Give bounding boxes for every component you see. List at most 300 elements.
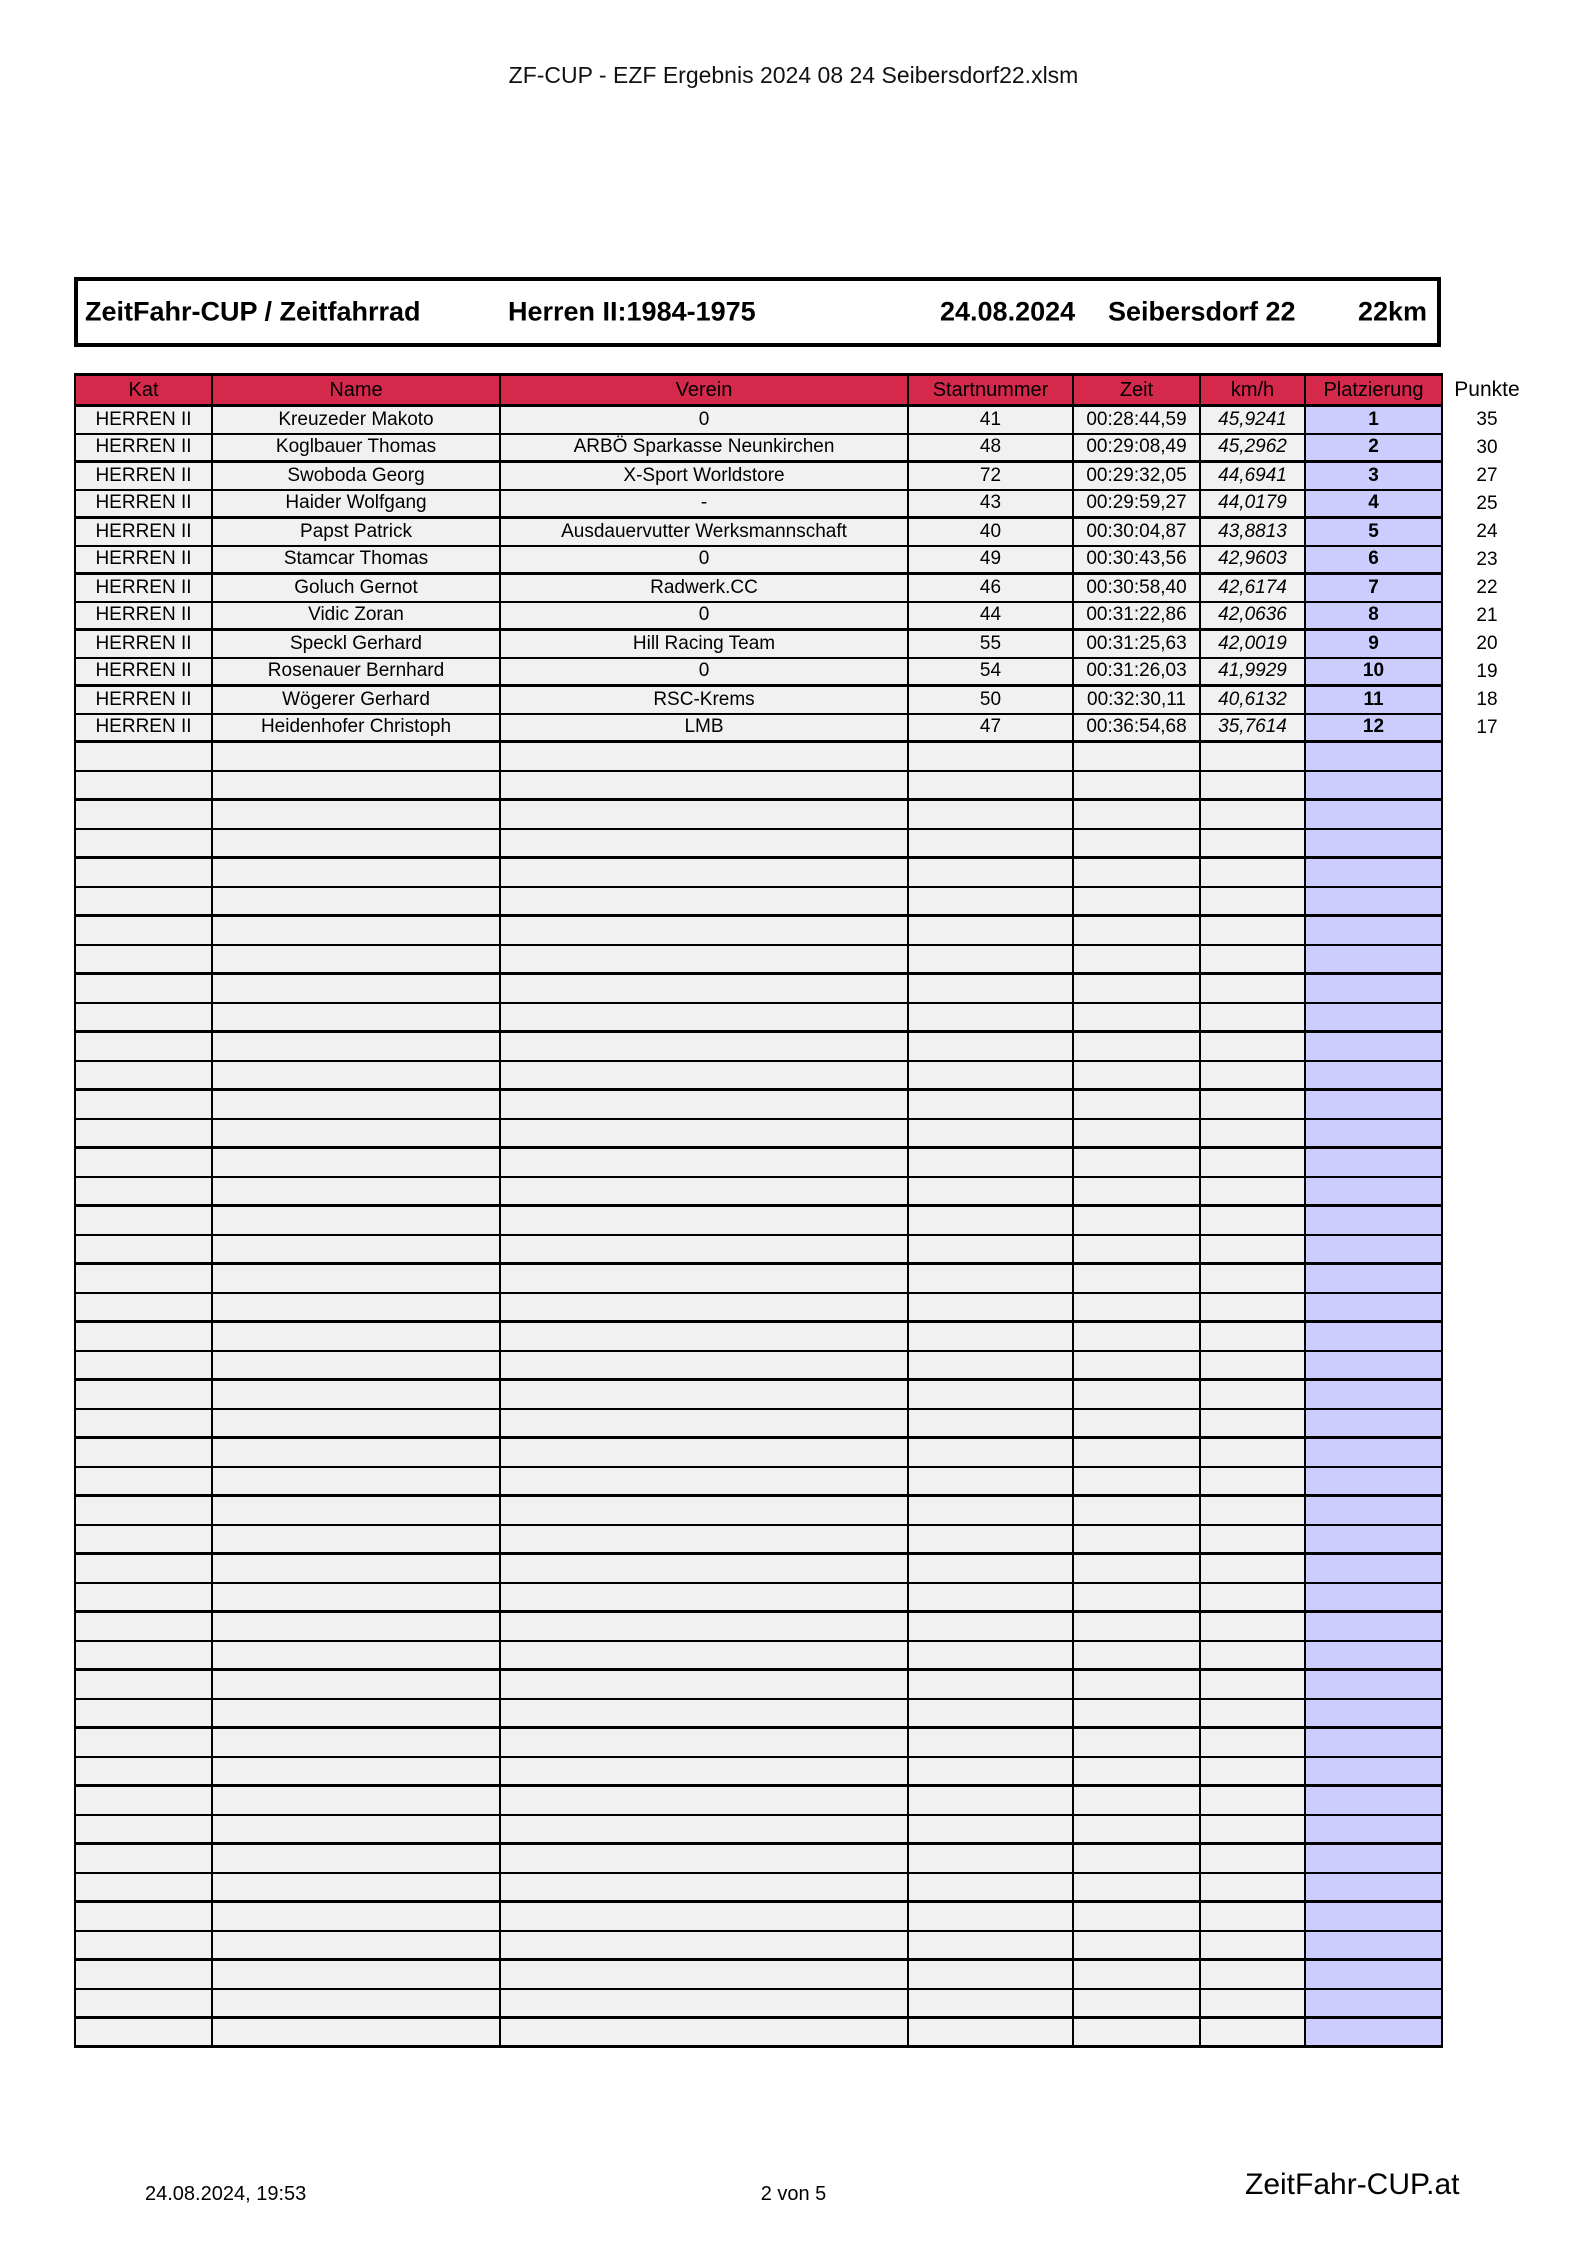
table-empty-row-cell-verein bbox=[500, 916, 908, 945]
table-empty-row-cell-kat bbox=[75, 1235, 212, 1264]
table-empty-row-cell-platzierung bbox=[1305, 1351, 1442, 1380]
table-empty-row-cell-name bbox=[212, 1438, 500, 1467]
table-empty-row-cell-kmh bbox=[1200, 1902, 1305, 1931]
table-row-cell-zeit: 00:29:08,49 bbox=[1073, 434, 1200, 462]
table-empty-row-cell-kmh bbox=[1200, 1989, 1305, 2018]
table-empty-row-cell-startnummer bbox=[908, 1757, 1073, 1786]
table-empty-row bbox=[75, 1786, 1532, 1815]
table-empty-row-cell-zeit bbox=[1073, 1699, 1200, 1728]
table-empty-row bbox=[75, 1989, 1532, 2018]
table-empty-row-cell-kmh bbox=[1200, 1467, 1305, 1496]
table-empty-row-cell-punkte bbox=[1442, 1003, 1532, 1032]
table-empty-row-cell-name bbox=[212, 1786, 500, 1815]
table-empty-row-cell-startnummer bbox=[908, 1235, 1073, 1264]
table-empty-row-cell-zeit bbox=[1073, 742, 1200, 771]
table-empty-row-cell-zeit bbox=[1073, 1989, 1200, 2018]
table-empty-row-cell-zeit bbox=[1073, 1496, 1200, 1525]
table-header-row-cell-kmh: km/h bbox=[1200, 375, 1305, 406]
table-empty-row-cell-name bbox=[212, 1496, 500, 1525]
table-empty-row-cell-verein bbox=[500, 1409, 908, 1438]
table-empty-row-cell-kmh bbox=[1200, 1757, 1305, 1786]
table-empty-row bbox=[75, 1583, 1532, 1612]
table-empty-row-cell-verein bbox=[500, 1235, 908, 1264]
table-empty-row-cell-startnummer bbox=[908, 1612, 1073, 1641]
table-empty-row-cell-startnummer bbox=[908, 1119, 1073, 1148]
table-empty-row-cell-punkte bbox=[1442, 1090, 1532, 1119]
table-row-cell-zeit: 00:28:44,59 bbox=[1073, 406, 1200, 434]
table-header-row-cell-platzierung: Platzierung bbox=[1305, 375, 1442, 406]
footer-page-indicator: 2 von 5 bbox=[760, 2183, 827, 2205]
table-empty-row-cell-verein bbox=[500, 1177, 908, 1206]
table-empty-row-cell-name bbox=[212, 1322, 500, 1351]
table-empty-row-cell-platzierung bbox=[1305, 1467, 1442, 1496]
table-empty-row bbox=[75, 1844, 1532, 1873]
table-empty-row-cell-verein bbox=[500, 1090, 908, 1119]
table-row-cell-kmh: 40,6132 bbox=[1200, 686, 1305, 714]
table-empty-row-cell-zeit bbox=[1073, 1351, 1200, 1380]
table-empty-row-cell-zeit bbox=[1073, 1757, 1200, 1786]
table-empty-row-cell-verein bbox=[500, 1148, 908, 1177]
table-empty-row-cell-platzierung bbox=[1305, 1293, 1442, 1322]
table-empty-row-cell-kat bbox=[75, 1583, 212, 1612]
table-empty-row bbox=[75, 1873, 1532, 1902]
table-empty-row-cell-punkte bbox=[1442, 945, 1532, 974]
table-empty-row-cell-verein bbox=[500, 1496, 908, 1525]
table-row-cell-kat: HERREN II bbox=[75, 602, 212, 630]
table-empty-row-cell-name bbox=[212, 742, 500, 771]
table-empty-row-cell-zeit bbox=[1073, 1003, 1200, 1032]
table-row-cell-verein: Hill Racing Team bbox=[500, 630, 908, 658]
table-empty-row-cell-punkte bbox=[1442, 2018, 1532, 2047]
table-empty-row-cell-kmh bbox=[1200, 974, 1305, 1003]
table-empty-row bbox=[75, 1612, 1532, 1641]
filename-header: ZF-CUP - EZF Ergebnis 2024 08 24 Seibersdorf22.xlsm bbox=[508, 62, 1079, 88]
table-empty-row-cell-platzierung bbox=[1305, 1786, 1442, 1815]
table-empty-row-cell-punkte bbox=[1442, 1641, 1532, 1670]
table-empty-row-cell-punkte bbox=[1442, 1525, 1532, 1554]
table-empty-row-cell-name bbox=[212, 1960, 500, 1989]
table-empty-row-cell-startnummer bbox=[908, 1728, 1073, 1757]
table-empty-row-cell-startnummer bbox=[908, 1032, 1073, 1061]
table-empty-row-cell-kat bbox=[75, 1496, 212, 1525]
table-empty-row-cell-punkte bbox=[1442, 1699, 1532, 1728]
table-empty-row-cell-platzierung bbox=[1305, 1612, 1442, 1641]
table-empty-row-cell-zeit bbox=[1073, 1177, 1200, 1206]
table-empty-row bbox=[75, 1380, 1532, 1409]
table-empty-row-cell-zeit bbox=[1073, 1844, 1200, 1873]
table-empty-row bbox=[75, 1931, 1532, 1960]
table-row-cell-startnummer: 50 bbox=[908, 686, 1073, 714]
table-row-cell-verein: Ausdauervutter Werksmannschaft bbox=[500, 518, 908, 546]
table-empty-row-cell-zeit bbox=[1073, 1873, 1200, 1902]
table-empty-row-cell-kat bbox=[75, 1902, 212, 1931]
table-empty-row-cell-kmh bbox=[1200, 1264, 1305, 1293]
table-empty-row-cell-name bbox=[212, 829, 500, 858]
table-empty-row-cell-name bbox=[212, 1003, 500, 1032]
table-row-cell-startnummer: 46 bbox=[908, 574, 1073, 602]
table-row-cell-verein: RSC-Krems bbox=[500, 686, 908, 714]
table-empty-row-cell-kat bbox=[75, 829, 212, 858]
table-empty-row-cell-name bbox=[212, 1061, 500, 1090]
table-row-cell-verein: LMB bbox=[500, 714, 908, 742]
table-row-cell-verein: Radwerk.CC bbox=[500, 574, 908, 602]
table-empty-row-cell-kat bbox=[75, 1931, 212, 1960]
table-empty-row bbox=[75, 800, 1532, 829]
table-row-cell-zeit: 00:31:22,86 bbox=[1073, 602, 1200, 630]
table-row-cell-startnummer: 44 bbox=[908, 602, 1073, 630]
table-empty-row-cell-kat bbox=[75, 1148, 212, 1177]
table-row-cell-kmh: 43,8813 bbox=[1200, 518, 1305, 546]
table-empty-row bbox=[75, 1090, 1532, 1119]
table-row-cell-zeit: 00:30:04,87 bbox=[1073, 518, 1200, 546]
table-empty-row-cell-kat bbox=[75, 1699, 212, 1728]
table-empty-row-cell-platzierung bbox=[1305, 2018, 1442, 2047]
table-empty-row-cell-zeit bbox=[1073, 1090, 1200, 1119]
table-empty-row-cell-startnummer bbox=[908, 1264, 1073, 1293]
table-empty-row-cell-startnummer bbox=[908, 1873, 1073, 1902]
table-empty-row bbox=[75, 1206, 1532, 1235]
table-empty-row-cell-punkte bbox=[1442, 1293, 1532, 1322]
table-empty-row-cell-kat bbox=[75, 945, 212, 974]
table-empty-row-cell-punkte bbox=[1442, 1032, 1532, 1061]
table-empty-row-cell-startnummer bbox=[908, 916, 1073, 945]
table-empty-row-cell-verein bbox=[500, 887, 908, 916]
table-empty-row-cell-kmh bbox=[1200, 771, 1305, 800]
table-row-cell-zeit: 00:31:26,03 bbox=[1073, 658, 1200, 686]
table-empty-row-cell-kmh bbox=[1200, 1873, 1305, 1902]
table-empty-row-cell-platzierung bbox=[1305, 1960, 1442, 1989]
table-empty-row-cell-zeit bbox=[1073, 887, 1200, 916]
table-empty-row bbox=[75, 1409, 1532, 1438]
table-empty-row bbox=[75, 1293, 1532, 1322]
table-empty-row bbox=[75, 1554, 1532, 1583]
table-empty-row-cell-kat bbox=[75, 1264, 212, 1293]
table-empty-row-cell-punkte bbox=[1442, 829, 1532, 858]
table-empty-row-cell-verein bbox=[500, 1989, 908, 2018]
table-empty-row-cell-name bbox=[212, 858, 500, 887]
table-empty-row-cell-startnummer bbox=[908, 1670, 1073, 1699]
table-empty-row-cell-punkte bbox=[1442, 771, 1532, 800]
table-row-cell-punkte: 25 bbox=[1442, 490, 1532, 518]
table-empty-row-cell-platzierung bbox=[1305, 1438, 1442, 1467]
table-empty-row-cell-startnummer bbox=[908, 1554, 1073, 1583]
table-empty-row-cell-kmh bbox=[1200, 1409, 1305, 1438]
table-row-cell-kmh: 44,6941 bbox=[1200, 462, 1305, 490]
table-row-cell-punkte: 22 bbox=[1442, 574, 1532, 602]
table-empty-row-cell-punkte bbox=[1442, 742, 1532, 771]
table-header-row-cell-zeit: Zeit bbox=[1073, 375, 1200, 406]
table-empty-row-cell-kmh bbox=[1200, 1119, 1305, 1148]
table-empty-row-cell-kat bbox=[75, 1032, 212, 1061]
table-row-cell-verein: 0 bbox=[500, 658, 908, 686]
table-empty-row-cell-kmh bbox=[1200, 945, 1305, 974]
table-empty-row-cell-name bbox=[212, 1264, 500, 1293]
table-empty-row-cell-platzierung bbox=[1305, 742, 1442, 771]
table-empty-row-cell-punkte bbox=[1442, 1728, 1532, 1757]
table-row-cell-punkte: 19 bbox=[1442, 658, 1532, 686]
footer-datetime: 24.08.2024, 19:53 bbox=[145, 2183, 307, 2205]
table-empty-row-cell-punkte bbox=[1442, 1380, 1532, 1409]
table-empty-row-cell-verein bbox=[500, 1815, 908, 1844]
table-empty-row-cell-name bbox=[212, 1293, 500, 1322]
table-empty-row-cell-kat bbox=[75, 800, 212, 829]
table-row bbox=[75, 490, 1532, 518]
table-empty-row-cell-zeit bbox=[1073, 1409, 1200, 1438]
table-row-cell-kat: HERREN II bbox=[75, 546, 212, 574]
table-header-row-cell-punkte: Punkte bbox=[1442, 375, 1532, 406]
table-empty-row-cell-punkte bbox=[1442, 1583, 1532, 1612]
table-empty-row-cell-kmh bbox=[1200, 887, 1305, 916]
table-empty-row-cell-punkte bbox=[1442, 1844, 1532, 1873]
table-empty-row-cell-name bbox=[212, 1873, 500, 1902]
table-empty-row-cell-punkte bbox=[1442, 974, 1532, 1003]
table-row-cell-zeit: 00:29:59,27 bbox=[1073, 490, 1200, 518]
table-row-cell-zeit: 00:29:32,05 bbox=[1073, 462, 1200, 490]
table-empty-row-cell-kmh bbox=[1200, 829, 1305, 858]
table-empty-row-cell-punkte bbox=[1442, 858, 1532, 887]
table-empty-row-cell-name bbox=[212, 1902, 500, 1931]
table-empty-row-cell-verein bbox=[500, 1902, 908, 1931]
table-empty-row-cell-startnummer bbox=[908, 1206, 1073, 1235]
table-empty-row-cell-startnummer bbox=[908, 1902, 1073, 1931]
table-empty-row-cell-verein bbox=[500, 1873, 908, 1902]
table-empty-row-cell-startnummer bbox=[908, 1641, 1073, 1670]
table-empty-row-cell-kat bbox=[75, 1728, 212, 1757]
table-empty-row-cell-punkte bbox=[1442, 1989, 1532, 2018]
table-row-cell-name: Speckl Gerhard bbox=[212, 630, 500, 658]
table-empty-row-cell-zeit bbox=[1073, 1815, 1200, 1844]
table-empty-row-cell-punkte bbox=[1442, 1786, 1532, 1815]
table-empty-row-cell-kat bbox=[75, 858, 212, 887]
table-row-cell-startnummer: 41 bbox=[908, 406, 1073, 434]
table-empty-row-cell-punkte bbox=[1442, 1815, 1532, 1844]
table-empty-row-cell-platzierung bbox=[1305, 1177, 1442, 1206]
table-empty-row bbox=[75, 1525, 1532, 1554]
table-empty-row-cell-punkte bbox=[1442, 1873, 1532, 1902]
table-empty-row-cell-zeit bbox=[1073, 1206, 1200, 1235]
table-empty-row-cell-platzierung bbox=[1305, 1583, 1442, 1612]
table-row-cell-kat: HERREN II bbox=[75, 434, 212, 462]
table-empty-row-cell-kat bbox=[75, 1061, 212, 1090]
table-empty-row bbox=[75, 1264, 1532, 1293]
table-empty-row-cell-zeit bbox=[1073, 1061, 1200, 1090]
table-empty-row-cell-kat bbox=[75, 1989, 212, 2018]
table-empty-row-cell-platzierung bbox=[1305, 1032, 1442, 1061]
table-empty-row bbox=[75, 2018, 1532, 2047]
table-row-cell-name: Kreuzeder Makoto bbox=[212, 406, 500, 434]
table-empty-row-cell-zeit bbox=[1073, 1931, 1200, 1960]
table-row-cell-zeit: 00:32:30,11 bbox=[1073, 686, 1200, 714]
table-empty-row-cell-kmh bbox=[1200, 1496, 1305, 1525]
table-empty-row-cell-platzierung bbox=[1305, 1148, 1442, 1177]
table-row-cell-punkte: 27 bbox=[1442, 462, 1532, 490]
table-empty-row-cell-zeit bbox=[1073, 1728, 1200, 1757]
table-row-cell-startnummer: 49 bbox=[908, 546, 1073, 574]
table-empty-row-cell-startnummer bbox=[908, 829, 1073, 858]
table-row-cell-platzierung: 12 bbox=[1305, 714, 1442, 742]
table-empty-row-cell-name bbox=[212, 945, 500, 974]
table-empty-row-cell-startnummer bbox=[908, 1583, 1073, 1612]
table-empty-row-cell-kmh bbox=[1200, 1438, 1305, 1467]
table-empty-row-cell-punkte bbox=[1442, 1612, 1532, 1641]
table-empty-row bbox=[75, 771, 1532, 800]
table-empty-row-cell-verein bbox=[500, 1206, 908, 1235]
table-empty-row-cell-startnummer bbox=[908, 945, 1073, 974]
table-empty-row bbox=[75, 1148, 1532, 1177]
table-row-cell-platzierung: 7 bbox=[1305, 574, 1442, 602]
table-row-cell-kmh: 44,0179 bbox=[1200, 490, 1305, 518]
table-empty-row-cell-punkte bbox=[1442, 800, 1532, 829]
table-row bbox=[75, 602, 1532, 630]
table-empty-row-cell-verein bbox=[500, 1612, 908, 1641]
table-empty-row-cell-startnummer bbox=[908, 1699, 1073, 1728]
table-empty-row-cell-platzierung bbox=[1305, 1003, 1442, 1032]
table-empty-row-cell-startnummer bbox=[908, 800, 1073, 829]
table-row-cell-zeit: 00:31:25,63 bbox=[1073, 630, 1200, 658]
table-empty-row-cell-name bbox=[212, 1380, 500, 1409]
table-empty-row-cell-name bbox=[212, 1757, 500, 1786]
table-empty-row-cell-name bbox=[212, 1235, 500, 1264]
table-header-row-cell-startnummer: Startnummer bbox=[908, 375, 1073, 406]
table-empty-row-cell-zeit bbox=[1073, 1583, 1200, 1612]
table-empty-row-cell-zeit bbox=[1073, 1902, 1200, 1931]
table-row-cell-name: Vidic Zoran bbox=[212, 602, 500, 630]
table-row-cell-kat: HERREN II bbox=[75, 490, 212, 518]
table-empty-row-cell-kat bbox=[75, 916, 212, 945]
table-empty-row-cell-startnummer bbox=[908, 858, 1073, 887]
table-empty-row bbox=[75, 1032, 1532, 1061]
table-empty-row-cell-platzierung bbox=[1305, 1699, 1442, 1728]
table-empty-row-cell-zeit bbox=[1073, 1322, 1200, 1351]
table-row-cell-kmh: 42,0019 bbox=[1200, 630, 1305, 658]
table-empty-row-cell-name bbox=[212, 2018, 500, 2047]
table-row-cell-verein: X-Sport Worldstore bbox=[500, 462, 908, 490]
table-empty-row bbox=[75, 1061, 1532, 1090]
table-empty-row-cell-verein bbox=[500, 1728, 908, 1757]
table-empty-row-cell-platzierung bbox=[1305, 1206, 1442, 1235]
table-empty-row-cell-kat bbox=[75, 1467, 212, 1496]
table-empty-row-cell-punkte bbox=[1442, 1931, 1532, 1960]
table-empty-row-cell-zeit bbox=[1073, 1264, 1200, 1293]
table-empty-row-cell-zeit bbox=[1073, 1032, 1200, 1061]
table-empty-row-cell-kmh bbox=[1200, 1322, 1305, 1351]
table-empty-row-cell-kat bbox=[75, 1003, 212, 1032]
table-row-cell-kmh: 42,6174 bbox=[1200, 574, 1305, 602]
table-row-cell-name: Haider Wolfgang bbox=[212, 490, 500, 518]
table-empty-row-cell-platzierung bbox=[1305, 1409, 1442, 1438]
table-empty-row-cell-punkte bbox=[1442, 1902, 1532, 1931]
table-empty-row-cell-punkte bbox=[1442, 1960, 1532, 1989]
table-empty-row-cell-name bbox=[212, 1032, 500, 1061]
table-empty-row-cell-punkte bbox=[1442, 1061, 1532, 1090]
table-empty-row-cell-kat bbox=[75, 1322, 212, 1351]
table-empty-row-cell-kat bbox=[75, 1525, 212, 1554]
table-empty-row-cell-kmh bbox=[1200, 1699, 1305, 1728]
table-empty-row-cell-verein bbox=[500, 1786, 908, 1815]
table-empty-row-cell-kat bbox=[75, 1119, 212, 1148]
table-empty-row-cell-kmh bbox=[1200, 2018, 1305, 2047]
table-empty-row-cell-punkte bbox=[1442, 1119, 1532, 1148]
table-empty-row-cell-name bbox=[212, 1699, 500, 1728]
table-empty-row-cell-name bbox=[212, 1409, 500, 1438]
table-empty-row-cell-platzierung bbox=[1305, 1757, 1442, 1786]
table-row bbox=[75, 714, 1532, 742]
table-empty-row-cell-kat bbox=[75, 1786, 212, 1815]
table-row-cell-name: Goluch Gernot bbox=[212, 574, 500, 602]
table-row bbox=[75, 574, 1532, 602]
table-empty-row-cell-platzierung bbox=[1305, 1380, 1442, 1409]
table-empty-row-cell-kat bbox=[75, 1641, 212, 1670]
table-empty-row-cell-startnummer bbox=[908, 1293, 1073, 1322]
table-empty-row-cell-zeit bbox=[1073, 1960, 1200, 1989]
table-row-cell-punkte: 18 bbox=[1442, 686, 1532, 714]
table-empty-row-cell-punkte bbox=[1442, 1235, 1532, 1264]
table-row-cell-startnummer: 55 bbox=[908, 630, 1073, 658]
table-empty-row-cell-verein bbox=[500, 858, 908, 887]
table-empty-row-cell-platzierung bbox=[1305, 1235, 1442, 1264]
table-row-cell-name: Papst Patrick bbox=[212, 518, 500, 546]
table-empty-row-cell-name bbox=[212, 771, 500, 800]
table-empty-row-cell-verein bbox=[500, 1322, 908, 1351]
table-empty-row-cell-name bbox=[212, 1148, 500, 1177]
table-empty-row bbox=[75, 1670, 1532, 1699]
table-empty-row-cell-name bbox=[212, 1583, 500, 1612]
table-empty-row-cell-startnummer bbox=[908, 1380, 1073, 1409]
table-empty-row-cell-platzierung bbox=[1305, 1670, 1442, 1699]
table-empty-row-cell-startnummer bbox=[908, 1090, 1073, 1119]
table-empty-row-cell-zeit bbox=[1073, 1438, 1200, 1467]
table-empty-row-cell-platzierung bbox=[1305, 829, 1442, 858]
table-empty-row-cell-platzierung bbox=[1305, 916, 1442, 945]
table-row-cell-name: Stamcar Thomas bbox=[212, 546, 500, 574]
table-empty-row-cell-kat bbox=[75, 1438, 212, 1467]
table-empty-row-cell-kat bbox=[75, 1844, 212, 1873]
table-empty-row-cell-kmh bbox=[1200, 1641, 1305, 1670]
table-empty-row-cell-kmh bbox=[1200, 1583, 1305, 1612]
table-empty-row bbox=[75, 1438, 1532, 1467]
table-empty-row-cell-verein bbox=[500, 1931, 908, 1960]
table-empty-row bbox=[75, 1003, 1532, 1032]
table-row-cell-startnummer: 43 bbox=[908, 490, 1073, 518]
table-empty-row bbox=[75, 1960, 1532, 1989]
title-competition: ZeitFahr-CUP / Zeitfahrrad bbox=[85, 296, 421, 327]
table-empty-row-cell-kat bbox=[75, 1670, 212, 1699]
table-empty-row-cell-platzierung bbox=[1305, 1525, 1442, 1554]
table-empty-row-cell-kat bbox=[75, 1380, 212, 1409]
table-empty-row-cell-name bbox=[212, 1554, 500, 1583]
table-empty-row-cell-verein bbox=[500, 1670, 908, 1699]
table-empty-row-cell-startnummer bbox=[908, 1003, 1073, 1032]
table-row-cell-verein: - bbox=[500, 490, 908, 518]
table-row-cell-punkte: 24 bbox=[1442, 518, 1532, 546]
table-row-cell-kat: HERREN II bbox=[75, 574, 212, 602]
table-empty-row-cell-punkte bbox=[1442, 916, 1532, 945]
table-empty-row-cell-platzierung bbox=[1305, 1554, 1442, 1583]
table-row-cell-name: Koglbauer Thomas bbox=[212, 434, 500, 462]
table-row-cell-kat: HERREN II bbox=[75, 462, 212, 490]
table-empty-row-cell-zeit bbox=[1073, 1235, 1200, 1264]
table-empty-row bbox=[75, 1496, 1532, 1525]
table-empty-row-cell-kmh bbox=[1200, 1554, 1305, 1583]
table-empty-row-cell-name bbox=[212, 1815, 500, 1844]
table-row-cell-startnummer: 54 bbox=[908, 658, 1073, 686]
table-empty-row-cell-punkte bbox=[1442, 887, 1532, 916]
title-bar bbox=[74, 277, 1441, 347]
table-empty-row bbox=[75, 887, 1532, 916]
table-row-cell-kmh: 41,9929 bbox=[1200, 658, 1305, 686]
table-empty-row bbox=[75, 858, 1532, 887]
table-row-cell-verein: 0 bbox=[500, 546, 908, 574]
